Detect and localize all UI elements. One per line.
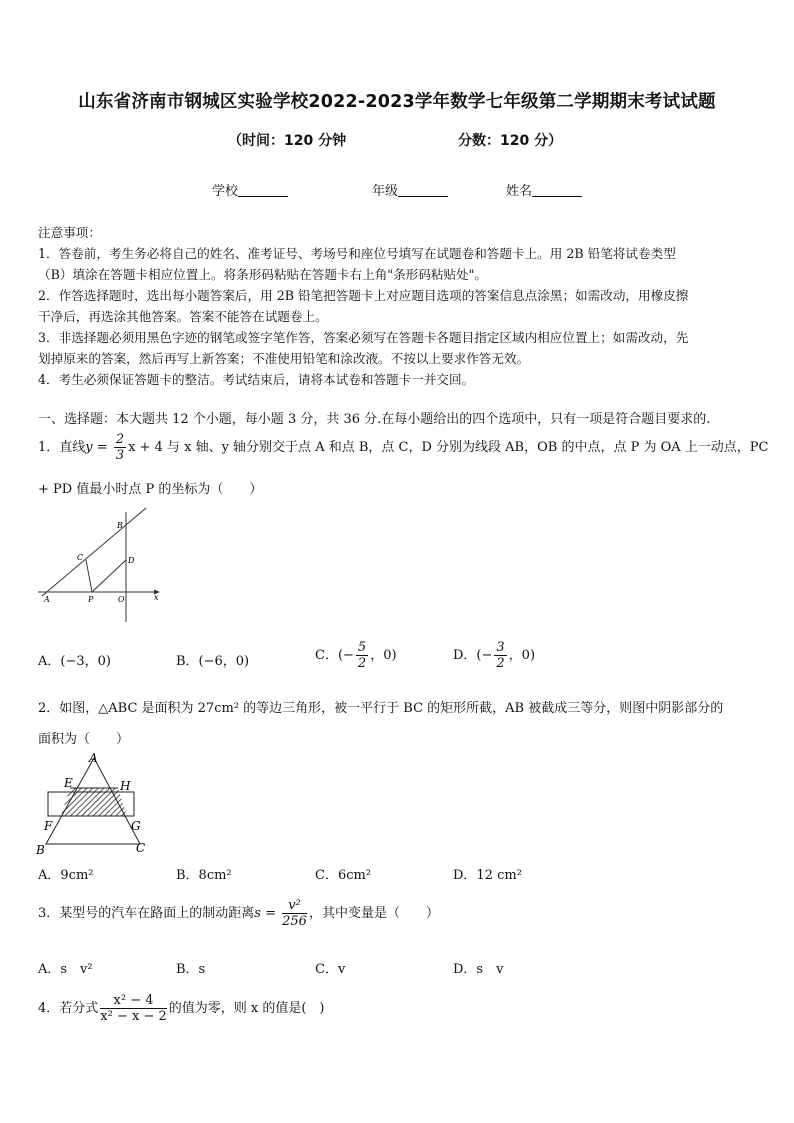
q4-fraction: [100, 993, 166, 1024]
name-field: [506, 180, 582, 199]
q1-option-a: A．(−3，0): [38, 654, 111, 669]
q1-fraction: [114, 432, 126, 463]
label-p: P: [88, 595, 94, 604]
q3-fraction: [282, 898, 307, 929]
notes-heading: 注意事项：: [38, 225, 101, 240]
notes-block: [38, 222, 758, 390]
label-e: E: [64, 776, 73, 790]
label-a: A: [44, 595, 50, 604]
label-d: D: [128, 556, 135, 565]
grade-field: [372, 180, 448, 199]
q2-line2: 面积为（ ）: [38, 732, 130, 747]
q1-d-num: 3: [496, 640, 505, 655]
notes-line: 划掉原来的答案，然后再写上新答案；不准使用铅笔和涂改液。不按以上要求作答无效。: [38, 351, 530, 366]
q1-eq: =: [92, 440, 112, 455]
q1-prefix: 1．直线: [38, 440, 86, 455]
grade-blank: [398, 184, 448, 197]
segment-cp: [86, 560, 92, 592]
q1-c-den: 2: [357, 656, 367, 671]
question-4: [38, 993, 325, 1024]
page-title: 山东省济南市钢城区实验学校2022-2023学年数学七年级第二学期期末考试试题: [78, 92, 716, 112]
question-1: [38, 432, 768, 463]
notes-line: 4．考生必须保证答题卡的整洁。考试结束后，请将本试卷和答题卡一并交回。: [38, 372, 475, 387]
notes-line: 干净后，再选涂其他答案。答案不能答在试题卷上。: [38, 309, 328, 324]
q1-option-b: B．(−6，0): [176, 654, 250, 669]
section-heading: 一、选择题：本大题共 12 个小题，每小题 3 分，共 36 分.在每小题给出的四个选项中，只有一项是符合题目要求的.: [38, 412, 711, 427]
q3-suffix: ，其中变量是（ ）: [308, 906, 439, 921]
q1-d-fraction: [494, 640, 506, 671]
notes-line: 1．答卷前，考生务必将自己的姓名、准考证号、考场号和座位号填写在试题卷和答题卡上。用 2B 铅笔将试卷类型: [38, 246, 676, 261]
q1-line2: + PD 值最小时点 P 的坐标为（ ）: [38, 482, 263, 497]
school-blank: [238, 184, 288, 197]
q3-option-c: C．v: [315, 962, 346, 977]
q4-frac-den: x² − x − 2: [100, 1009, 167, 1024]
q1-option-d: [453, 640, 535, 671]
school-label: 学校: [212, 184, 239, 199]
q1-d-den: 2: [496, 656, 505, 671]
name-label: 姓名: [506, 184, 533, 199]
q1-frac-num: 2: [115, 432, 125, 447]
notes-line: 2．作答选择题时，选出每小题答案后，用 2B 铅笔把答题卡上对应题目选项的答案信息点涂黑；如需改动，用橡皮擦: [38, 288, 689, 303]
q2-figure: [34, 750, 154, 858]
q2-option-c: C．6cm²: [315, 868, 372, 883]
q1-frac-den: 3: [115, 448, 125, 463]
label-b: B: [117, 521, 123, 530]
label-b: B: [36, 843, 45, 857]
label-f: F: [44, 819, 53, 833]
q1-d-suffix: ，0): [508, 648, 536, 663]
q2-option-d: D．12 cm²: [453, 868, 522, 883]
q4-suffix: 的值为零，则 x 的值是( ): [168, 1001, 325, 1016]
label-x: x: [154, 593, 159, 602]
label-o: O: [118, 595, 125, 604]
q3-prefix: 3．某型号的汽车在路面上的制动距离: [38, 906, 255, 921]
q2-option-a: A．9cm²: [38, 868, 94, 883]
notes-line: （B）填涂在答题卡相应位置上。将条形码粘贴在答题卡右上角"条形码粘贴处"。: [38, 267, 488, 282]
q1-c-prefix: C．(−: [315, 648, 354, 663]
q1-d-prefix: D．(−: [453, 648, 493, 663]
label-h: H: [120, 779, 131, 793]
label-g: G: [131, 819, 141, 833]
q3-var-s: s: [254, 906, 261, 921]
q3-option-d: D．s v: [453, 962, 504, 977]
name-blank: [532, 184, 582, 197]
q1-var-y: y: [85, 440, 93, 455]
q1-rest: x + 4 与 x 轴、y 轴分别交于点 A 和点 B，点 C，D 分别为线段 AB，OB 的中点，点 P 为 OA 上一动点，PC: [128, 440, 769, 455]
notes-line: 3．非选择题必须用黑色字迹的钢笔或签字笔作答，答案必须写在答题卡各题目指定区域内相应位置上；如需改动，先: [38, 330, 689, 345]
label-c: C: [77, 553, 84, 562]
segment-pd: [92, 560, 126, 592]
exam-score: 分数：120 分）: [458, 133, 563, 149]
grade-label: 年级: [372, 184, 399, 199]
q4-prefix: 4．若分式: [38, 1001, 99, 1016]
school-field: [212, 180, 288, 199]
q2-option-b: B．8cm²: [176, 868, 232, 883]
label-c: C: [136, 841, 146, 855]
q1-c-fraction: [356, 640, 368, 671]
q3-frac-den: 256: [282, 914, 307, 929]
line-ab: [42, 508, 146, 596]
question-3: [38, 898, 439, 929]
q2-line1: 2．如图，△ABC 是面积为 27cm² 的等边三角形，被一平行于 BC 的矩形所截，AB 被截成三等分，则图中阴影部分的: [38, 701, 724, 716]
q1-c-suffix: ，0): [370, 648, 397, 663]
label-a: A: [89, 751, 98, 765]
exam-time: （时间：120 分钟: [228, 133, 347, 149]
q3-frac-num: v²: [282, 898, 307, 914]
q3-option-a: A．s v²: [38, 962, 93, 977]
q3-eq: =: [260, 906, 281, 921]
q1-c-num: 5: [357, 640, 367, 655]
q1-figure: [34, 506, 164, 624]
q3-option-b: B．s: [176, 962, 206, 977]
q1-option-c: [315, 640, 397, 671]
q4-frac-num: x² − 4: [100, 993, 166, 1009]
